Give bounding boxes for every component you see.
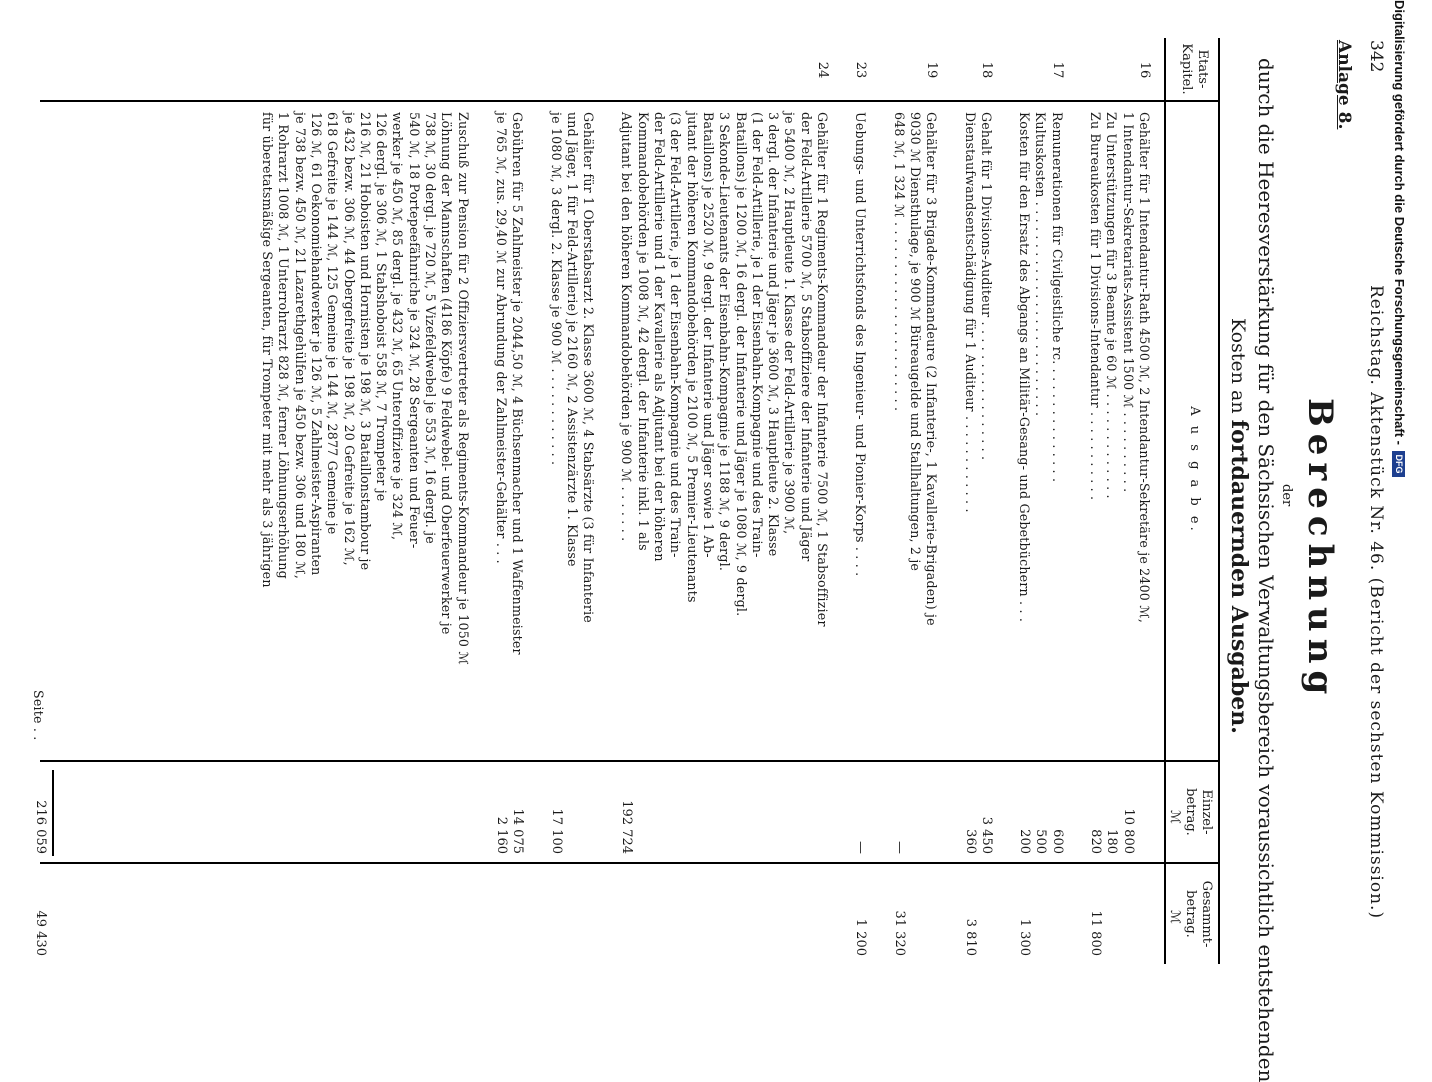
einzel-amount: 14 075 bbox=[510, 808, 526, 854]
title-line-2-prefix: Kosten an bbox=[1227, 318, 1249, 420]
kapitel-number: 17 bbox=[1049, 61, 1065, 79]
einzel-amount: 820 bbox=[1088, 829, 1104, 854]
kapitel-number: 16 bbox=[1137, 61, 1152, 79]
ausgabe-line: Bataillons) je 2520 ℳ, 9 dergl. der Infanterie und Jäger sowie 1 Ab- bbox=[701, 112, 716, 558]
page-title: Berechnung bbox=[1300, 398, 1340, 702]
seite-gesamt-total: 49 430 bbox=[33, 910, 48, 956]
einzel-amount: 500 bbox=[1033, 829, 1049, 854]
ausgabe-line: jutant der höheren Kommandobehörden je 2100 ℳ, 5 Premier-Lieutenants bbox=[684, 112, 700, 603]
dfg-logo: DFG bbox=[1392, 451, 1405, 477]
ausgabe-line: Dienstaufwandsentschädigung für 1 Auditeur . . . . . . . . . . . . bbox=[962, 112, 978, 513]
ausgabe-line: je 738 bezw. 450 ℳ, 21 Lazarethgehülfen je 450 bezw. 306 und 180 ℳ, bbox=[292, 112, 308, 580]
page-number: 342 bbox=[1366, 40, 1386, 73]
title-der: der bbox=[1279, 484, 1294, 507]
ausgabe-line: Gehalt für 1 Divisions-Auditeur . . . . . . . . . . . . . . . . . bbox=[978, 112, 994, 461]
ausgabe-line: Gehälter für 3 Brigade-Kommandeure (2 Infanterie-, 1 Kavallerie-Brigaden) je bbox=[924, 112, 940, 626]
kapitel-number: 18 bbox=[978, 61, 994, 79]
table-top-rule bbox=[1219, 38, 1221, 964]
ausgabe-line: (1 der Feld-Artillerie, je 1 der Eisenbahn-Kompagnie und des Train- bbox=[749, 112, 765, 558]
einzel-amount: — bbox=[853, 841, 869, 854]
einzel-amount: 200 bbox=[1017, 829, 1033, 854]
gesamt-amount: 1 300 bbox=[1017, 918, 1033, 956]
ausgabe-line: je 1080 ℳ, 3 dergl. 2. Klasse je 900 ℳ . . . . . . . . . . . . bbox=[548, 112, 564, 466]
ausgabe-line: (3 der Feld-Artillerie, je 1 der Eisenbahn-Kompagnie und des Train- bbox=[668, 112, 684, 558]
ausgabe-line: 1 Rohrarzt 1008 ℳ, 1 Unterrohrarzt 828 ℳ, ferner Löhnungserhöhung bbox=[276, 112, 292, 579]
einzel-amount: 180 bbox=[1104, 829, 1120, 854]
ausgabe-line: Gehälter für 1 Regiments-Kommandeur der Infanterie 7500 ℳ, 1 Stabsoffizier bbox=[815, 112, 831, 627]
col-header-ausgabe: A u s g a b e. bbox=[1187, 406, 1202, 534]
title-line-2 bbox=[1226, 318, 1252, 734]
col-header-kapitel: Etats-Kapitel. bbox=[1179, 43, 1210, 95]
einzel-amount: 17 100 bbox=[548, 808, 564, 854]
ausgabe-line: 540 ℳ, 18 Portepeefähnriche je 324 ℳ, 28 Sergeanten und Feuer- bbox=[406, 112, 422, 549]
gesamt-amount: 1 200 bbox=[853, 918, 869, 956]
gesamt-amount: 11 800 bbox=[1088, 910, 1104, 956]
einzel-amount: 360 bbox=[962, 829, 978, 854]
ausgabe-line: Löhnung der Mannschaften (4186 Köpfe) 9 Feldwebel- und Oberfeuerwerker je bbox=[439, 112, 455, 635]
ausgabe-line: Uebungs- und Unterrichtsfonds des Ingenieur- und Pionier-Korps . . . . bbox=[853, 112, 869, 577]
ausgabe-line: Remunerationen für Civilgeistliche rc. . . . . . . . . . . . . . . bbox=[1049, 112, 1065, 483]
dfg-credit-text: Digitalisierung gefördert durch die Deutsche Forschungsgemeinschaft - bbox=[1392, 0, 1407, 445]
col-header-gesamt: Gesammt-betrag. bbox=[1183, 880, 1214, 948]
ausgabe-line: 3 Sekonde-Lieutenants der Eisenbahn-Kompagnie je 1188 ℳ, 9 dergl. bbox=[717, 112, 733, 572]
ausgabe-line: je 765 ℳ, zus. 29,40 ℳ zur Abrundung der Zahlmeister-Gehälter . . . bbox=[494, 112, 509, 564]
ausgabe-line: 738 ℳ, 30 dergl. je 720 ℳ, 5 Vizefeldwebel je 553 ℳ, 16 dergl. je bbox=[423, 112, 439, 544]
gesamt-column-rule bbox=[40, 862, 1220, 864]
einzel-amount: 600 bbox=[1049, 829, 1065, 854]
ausgabe-line: 216 ℳ, 21 Hoboisten und Hornisten je 198 ℳ, 3 Bataillonstambour je bbox=[357, 112, 373, 571]
einzel-column-rule bbox=[40, 760, 1220, 762]
einzel-amount: 192 724 bbox=[619, 800, 635, 854]
ausgabe-line: 1 Intendantur-Sekretariats-Assistent 1500 ℳ . . . . . . . . . . bbox=[1120, 112, 1136, 493]
ausgabe-line: Kosten für den Ersatz des Abgangs an Militär-Gesang- und Gebetbüchern . . . bbox=[1017, 112, 1033, 623]
running-header: Reichstag. Aktenstück Nr. 46. (Bericht der sechsten Kommission.) bbox=[1366, 285, 1386, 920]
ausgabe-line: 648 ℳ, 1 324 ℳ . . . . . . . . . . . . . . . . . . . . . . . bbox=[891, 112, 907, 412]
title-line-2-bold: fortdauernden Ausgaben. bbox=[1226, 419, 1252, 734]
kapitel-column-rule bbox=[40, 100, 1220, 102]
col-header-einzel: Einzel-betrag. bbox=[1183, 788, 1214, 836]
ausgabe-line: der Feld-Artillerie und 1 der Kavallerie als Adjutant bei der höheren bbox=[652, 112, 668, 562]
header-bottom-rule bbox=[1165, 38, 1167, 964]
ausgabe-line: Zuschuß zur Pension für 2 Offiziersvertreter als Regiments-Kommandeur je 1050 ℳ bbox=[455, 112, 471, 665]
ausgabe-line: Gebühren für 5 Zahlmeister je 2044,50 ℳ, 4 Büchsenmacher und 1 Waffenmeister bbox=[510, 112, 526, 655]
einzel-amount: 10 800 bbox=[1120, 808, 1136, 854]
ausgabe-line: Kultuskosten . . . . . . . . . . . . . . . . . . . . . . . . . . bbox=[1033, 112, 1049, 417]
ausgabe-line: 126 ℳ, 61 Oekonomiehandwerker je 126 ℳ, 5 Zahlmeister-Aspiranten bbox=[309, 112, 324, 576]
kapitel-number: 24 bbox=[815, 61, 831, 79]
einzel-amount: — bbox=[891, 841, 907, 854]
ausgabe-line: 3 dergl. der Infanterie und Jäger je 3600 ℳ, 3 Hauptleute 2. Klasse bbox=[766, 112, 782, 557]
col-unit-gesamt: ℳ bbox=[1167, 910, 1182, 924]
ausgabe-line: der Feld-Artillerie 5700 ℳ, 5 Stabsoffiziere der Infanterie und Jäger bbox=[798, 112, 814, 562]
ausgabe-line: je 432 bezw. 306 ℳ, 44 Obergefreite je 198 ℳ, 20 Gefreite je 162 ℳ, bbox=[341, 112, 357, 566]
gesamt-amount: 3 810 bbox=[962, 918, 978, 956]
ausgabe-line: Adjutant bei den höheren Kommandobehörden je 900 ℳ . . . . . . . bbox=[619, 112, 635, 542]
ausgabe-line: Gehälter für 1 Oberstabsarzt 2. Klasse 3600 ℳ, 4 Stabsärzte (3 für Infanterie bbox=[581, 112, 597, 623]
einzel-amount: 3 450 bbox=[978, 816, 994, 854]
ausgabe-line: Gehälter für 1 Intendantur-Rath 4500 ℳ, 2 Intendantur-Sekretäre je 2400 ℳ, bbox=[1137, 112, 1152, 624]
ausgabe-line: 618 Gefreite je 144 ℳ, 125 Gemeine je 144 ℳ, 2877 Gemeine je bbox=[325, 112, 341, 535]
ausgabe-line: Kommandobehörden je 1008 ℳ, 42 dergl. der Infanterie inkl. 1 als bbox=[635, 112, 651, 551]
anlage-label: Anlage 8. bbox=[1334, 40, 1354, 130]
ausgabe-line: Zu Unterstützungen für 3 Beamte je 60 ℳ . . . . . . . . . . . . . bbox=[1104, 112, 1120, 499]
dfg-credit-line bbox=[1388, 0, 1410, 1000]
kapitel-number: 23 bbox=[853, 61, 869, 79]
ausgabe-line: je 5400 ℳ, 2 Hauptleute 1. Klasse der Feld-Artillerie je 3900 ℳ, bbox=[782, 112, 798, 535]
gesamt-amount: 31 320 bbox=[891, 910, 907, 956]
title-line-1: durch die Heeresverstärkung für den Sächsischen Verwaltungsbereich voraussichtlich entstehenden bbox=[1254, 58, 1278, 1082]
kapitel-number: 19 bbox=[924, 61, 940, 79]
col-unit-einzel: ℳ bbox=[1167, 810, 1182, 824]
ausgabe-line: Zu Bureaukosten für 1 Divisions-Intendantur . . . . . . . . . . . bbox=[1088, 112, 1104, 501]
ausgabe-line: 126 dergl. je 306 ℳ, 1 Stabshoboist 558 ℳ, 7 Trompeter je bbox=[374, 112, 390, 502]
ausgabe-line: 9030 ℳ Diensthulage, je 900 ℳ Büreaugelde und Stallhaltungen, 2 je bbox=[908, 112, 923, 572]
ausgabe-line: und Jäger, 1 für Feld-Artillerie) je 2160 ℳ, 2 Assistenzärzte 1. Klasse bbox=[564, 112, 580, 567]
seite-einzel-total: 216 059 bbox=[33, 800, 48, 854]
ausgabe-line: für überetatsmäßige Sergeanten, für Trompeter mit mehr als 3 jährigen bbox=[260, 112, 276, 588]
ausgabe-line: werker je 450 ℳ, 85 dergl. je 432 ℳ, 65 Unteroffiziere je 324 ℳ, bbox=[390, 112, 406, 541]
seite-label: Seite . . bbox=[31, 690, 46, 741]
ausgabe-line: Bataillons) je 1200 ℳ, 16 dergl. der Infanterie und Jäger je 1080 ℳ, 9 dergl. bbox=[733, 112, 749, 617]
einzel-amount: 2 160 bbox=[494, 816, 509, 854]
seite-rule bbox=[53, 770, 55, 856]
